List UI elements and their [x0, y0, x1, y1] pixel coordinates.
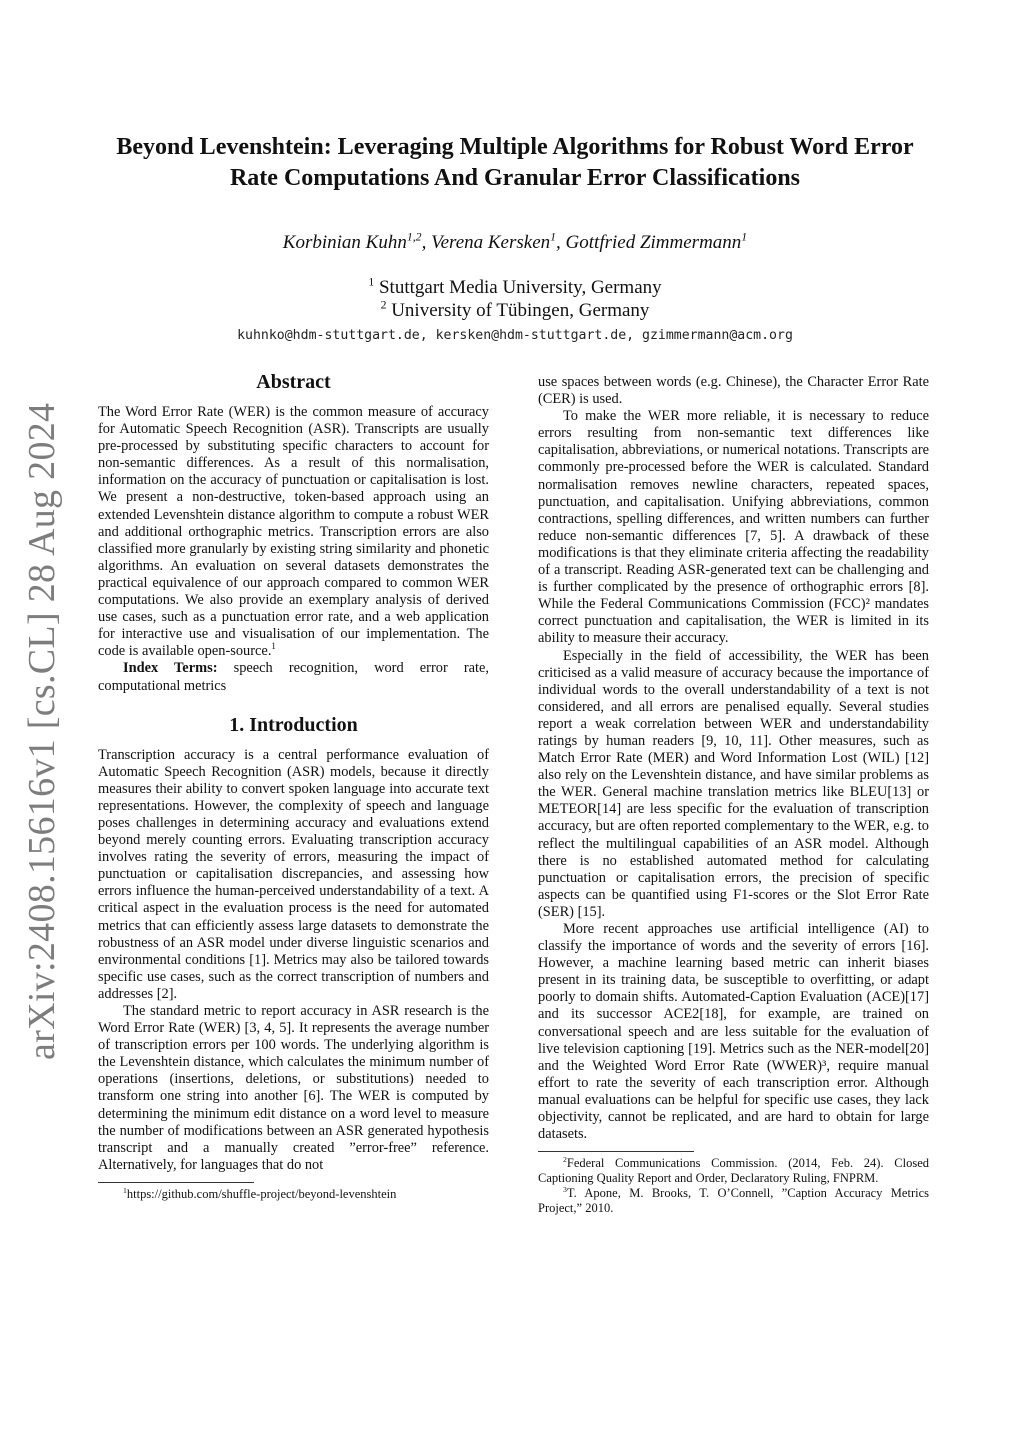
abstract-paragraph	[98, 404, 489, 660]
footnote-divider	[98, 1182, 254, 1183]
footnote	[98, 1187, 489, 1202]
footnote-mark: 1	[123, 1185, 127, 1195]
author-affiliation-mark: 1,2	[406, 230, 422, 244]
footnote-mark: 2	[563, 1155, 567, 1165]
footnote-mark: 1	[271, 641, 276, 652]
intro-paragraph: The standard metric to report accuracy in ASR research is the Word Error Rate (WER) [3, 4, 5]. It represents the average number of transcription errors per 100 words. The underlying algorithm is the Levenshtein distance, which calculates the minimum number of operations (insertions, deletions, or substitutions) needed to transform one string into another [6]. The WER is computed by determining the minimum edit distance on a word level to measure the number of modifications between an ASR generated hypothesis transcript and a manually created ”error-free” reference. Alternatively, for languages that do not	[98, 1003, 489, 1173]
intro-paragraph: More recent approaches use artificial intelligence (AI) to classify the importance of words and the severity of errors [16]. However, a machine learning based metric can inherit biases present in its training data, be susceptible to overfitting, or adapt poorly to domain shifts. Automated-Caption Evaluation (ACE)[17] and its successor ACE2[18], for example, are trained on conversational speech and are less suitable for the evaluation of live television captioning [19]. Metrics such as the NER-model[20] and the Weighted Word Error Rate (WWER)³, require manual effort to rate the severity of each transcription error. Although manual evaluations can be helpful for specific use cases, they lack objectivity, cannot be replicated, and are hard to obtain for large datasets.	[538, 921, 929, 1143]
abstract-heading: Abstract	[256, 371, 331, 393]
intro-paragraph: Transcription accuracy is a central performance evaluation of Automatic Speech Recognition (ASR) models, because it directly measures their ability to convert spoken language into accurate text representations. However, the complexity of speech and language poses challenges in determining accuracy and evaluations extend beyond merely counting errors. Evaluating transcription accuracy involves rating the severity of errors, measuring the impact of punctuation or capitalisation discrepancies, and assessing how errors influence the human-perceived understandability of a text. A critical aspect in the evaluation process is the need for automated metrics that can efficiently assess large datasets to demonstrate the robustness of an ASR model under diverse linguistic scenarios and environmental conditions [1]. Metrics may also be tailored towards specific use cases, such as the correct transcription of numbers and addresses [2].	[98, 746, 489, 1002]
intro-paragraph: To make the WER more reliable, it is necessary to reduce errors resulting from non-semantic text differences like capitalisation, abbreviations, or numerical notations. Transcripts are commonly pre-processed before the WER is calculated. Standard normalisation removes newline characters, repeated spaces, punctuation, and capitalisation. Unifying abbreviations, common contractions, spelling differences, and written numbers can further reduce non-semantic differences [7, 5]. A drawback of these modifications is that they eliminate criteria affecting the readability of a transcript. Reading ASR-generated text can be challenging and is further complicated by the presence of orthographic errors [8]. While the Federal Communications Commission (FCC)² mandates correct punctuation and capitalisation, the WER is limited in its ability to measure their accuracy.	[538, 408, 929, 647]
intro-paragraph-continued: use spaces between words (e.g. Chinese), the Character Error Rate (CER) is used.	[538, 374, 929, 408]
author-name: Verena Kersken	[431, 232, 551, 253]
affiliation-name: Stuttgart Media University, Germany	[378, 277, 662, 298]
paper-title: Beyond Levenshtein: Leveraging Multiple Algorithms for Robust Word Error Rate Computations And Granular Error Classifications	[116, 134, 914, 191]
footnote	[538, 1186, 929, 1216]
arxiv-identifier: arXiv:2408.15616v1 [cs.CL] 28 Aug 2024	[21, 402, 63, 1060]
index-terms-text: speech recognition, word error rate, computational metrics	[98, 660, 490, 694]
author-list: Korbinian Kuhn$^{1,2}$, Verena Kersken$^1$, Gottfried Zimmermann$^1$	[282, 230, 748, 253]
affiliation-mark: 2	[380, 298, 387, 312]
author-name: Gottfried Zimmermann	[565, 232, 742, 253]
intro-paragraph: Especially in the field of accessibility, the WER has been criticised as a valid measure of accuracy because the importance of individual words to the overall understandability of a text is not considered, and all errors are penalised equally. Several studies report a weak correlation between WER and understandability ratings by human readers [9, 10, 11]. Other measures, such as Match Error Rate (MER) and Word Information Lost (WIL) [12] also rely on the Levenshtein distance, and have similar problems as the WER. General machine translation metrics like BLEU[13] or METEOR[14] are less specific for the evaluation of transcription accuracy, but are often reported complementary to the WER, e.g. to reflect the multilingual capabilities of an ASR model. Although there is no established automated method for calculating punctuation or capitalisation errors, the precision of specific aspects can be quantified using F1-scores or the Slot Error Rate (SER) [15].	[538, 647, 929, 920]
left-column	[98, 370, 489, 1202]
author-emails: kuhnko@hdm-stuttgart.de, kersken@hdm-stuttgart.de, gzimmermann@acm.org	[237, 328, 793, 343]
footnote-divider	[538, 1151, 694, 1152]
right-column	[538, 374, 929, 1216]
author-affiliation-mark: 1	[741, 230, 748, 244]
index-terms-label: Index Terms	[123, 660, 213, 677]
affiliation	[90, 277, 940, 299]
affiliation-mark: 1	[368, 275, 375, 289]
footnote-link[interactable]: https://github.com/shuffle-project/beyond-levenshtein	[126, 1186, 397, 1201]
author-name: Korbinian Kuhn	[282, 232, 407, 253]
affiliation-name: University of Tübingen, Germany	[391, 300, 650, 321]
introduction-heading: 1. Introduction	[229, 713, 358, 736]
footnote-text: T. Apone, M. Brooks, T. O’Connell, ”Caption Accuracy Metrics Project,” 2010.	[538, 1186, 929, 1216]
footnote-text: Federal Communications Commission. (2014, Feb. 24). Closed Captioning Quality Report and Order, Declaratory Ruling, FNPRM.	[538, 1156, 929, 1186]
footnote-mark: 3	[563, 1185, 567, 1195]
footnote	[538, 1156, 929, 1186]
index-terms: Index Terms: speech recognition, word error rate, computational metrics	[98, 660, 490, 694]
author-affiliation-mark: 1	[550, 230, 557, 244]
abstract-text: The Word Error Rate (WER) is the common measure of accuracy for Automatic Speech Recognition (ASR). Transcripts are usually pre-processed by substituting specific characters to account for non-semantic differences. As a result of this normalisation, information on the accuracy of punctuation or capitalisation is lost. We present a non-destructive, token-based approach using an extended Levenshtein distance algorithm to compute a robust WER and additional orthographic metrics. Transcription errors are also classified more granularly by existing string similarity and phonetic algorithms. An evaluation on several datasets demonstrates the practical equivalence of our approach compared to common WER computations. We also provide an exemplary analysis of derived use cases, such as a punctuation error rate, and a web application for interactive use and visualisation of our implementation. The code is available open-source.	[98, 404, 489, 660]
affiliation	[90, 300, 940, 322]
